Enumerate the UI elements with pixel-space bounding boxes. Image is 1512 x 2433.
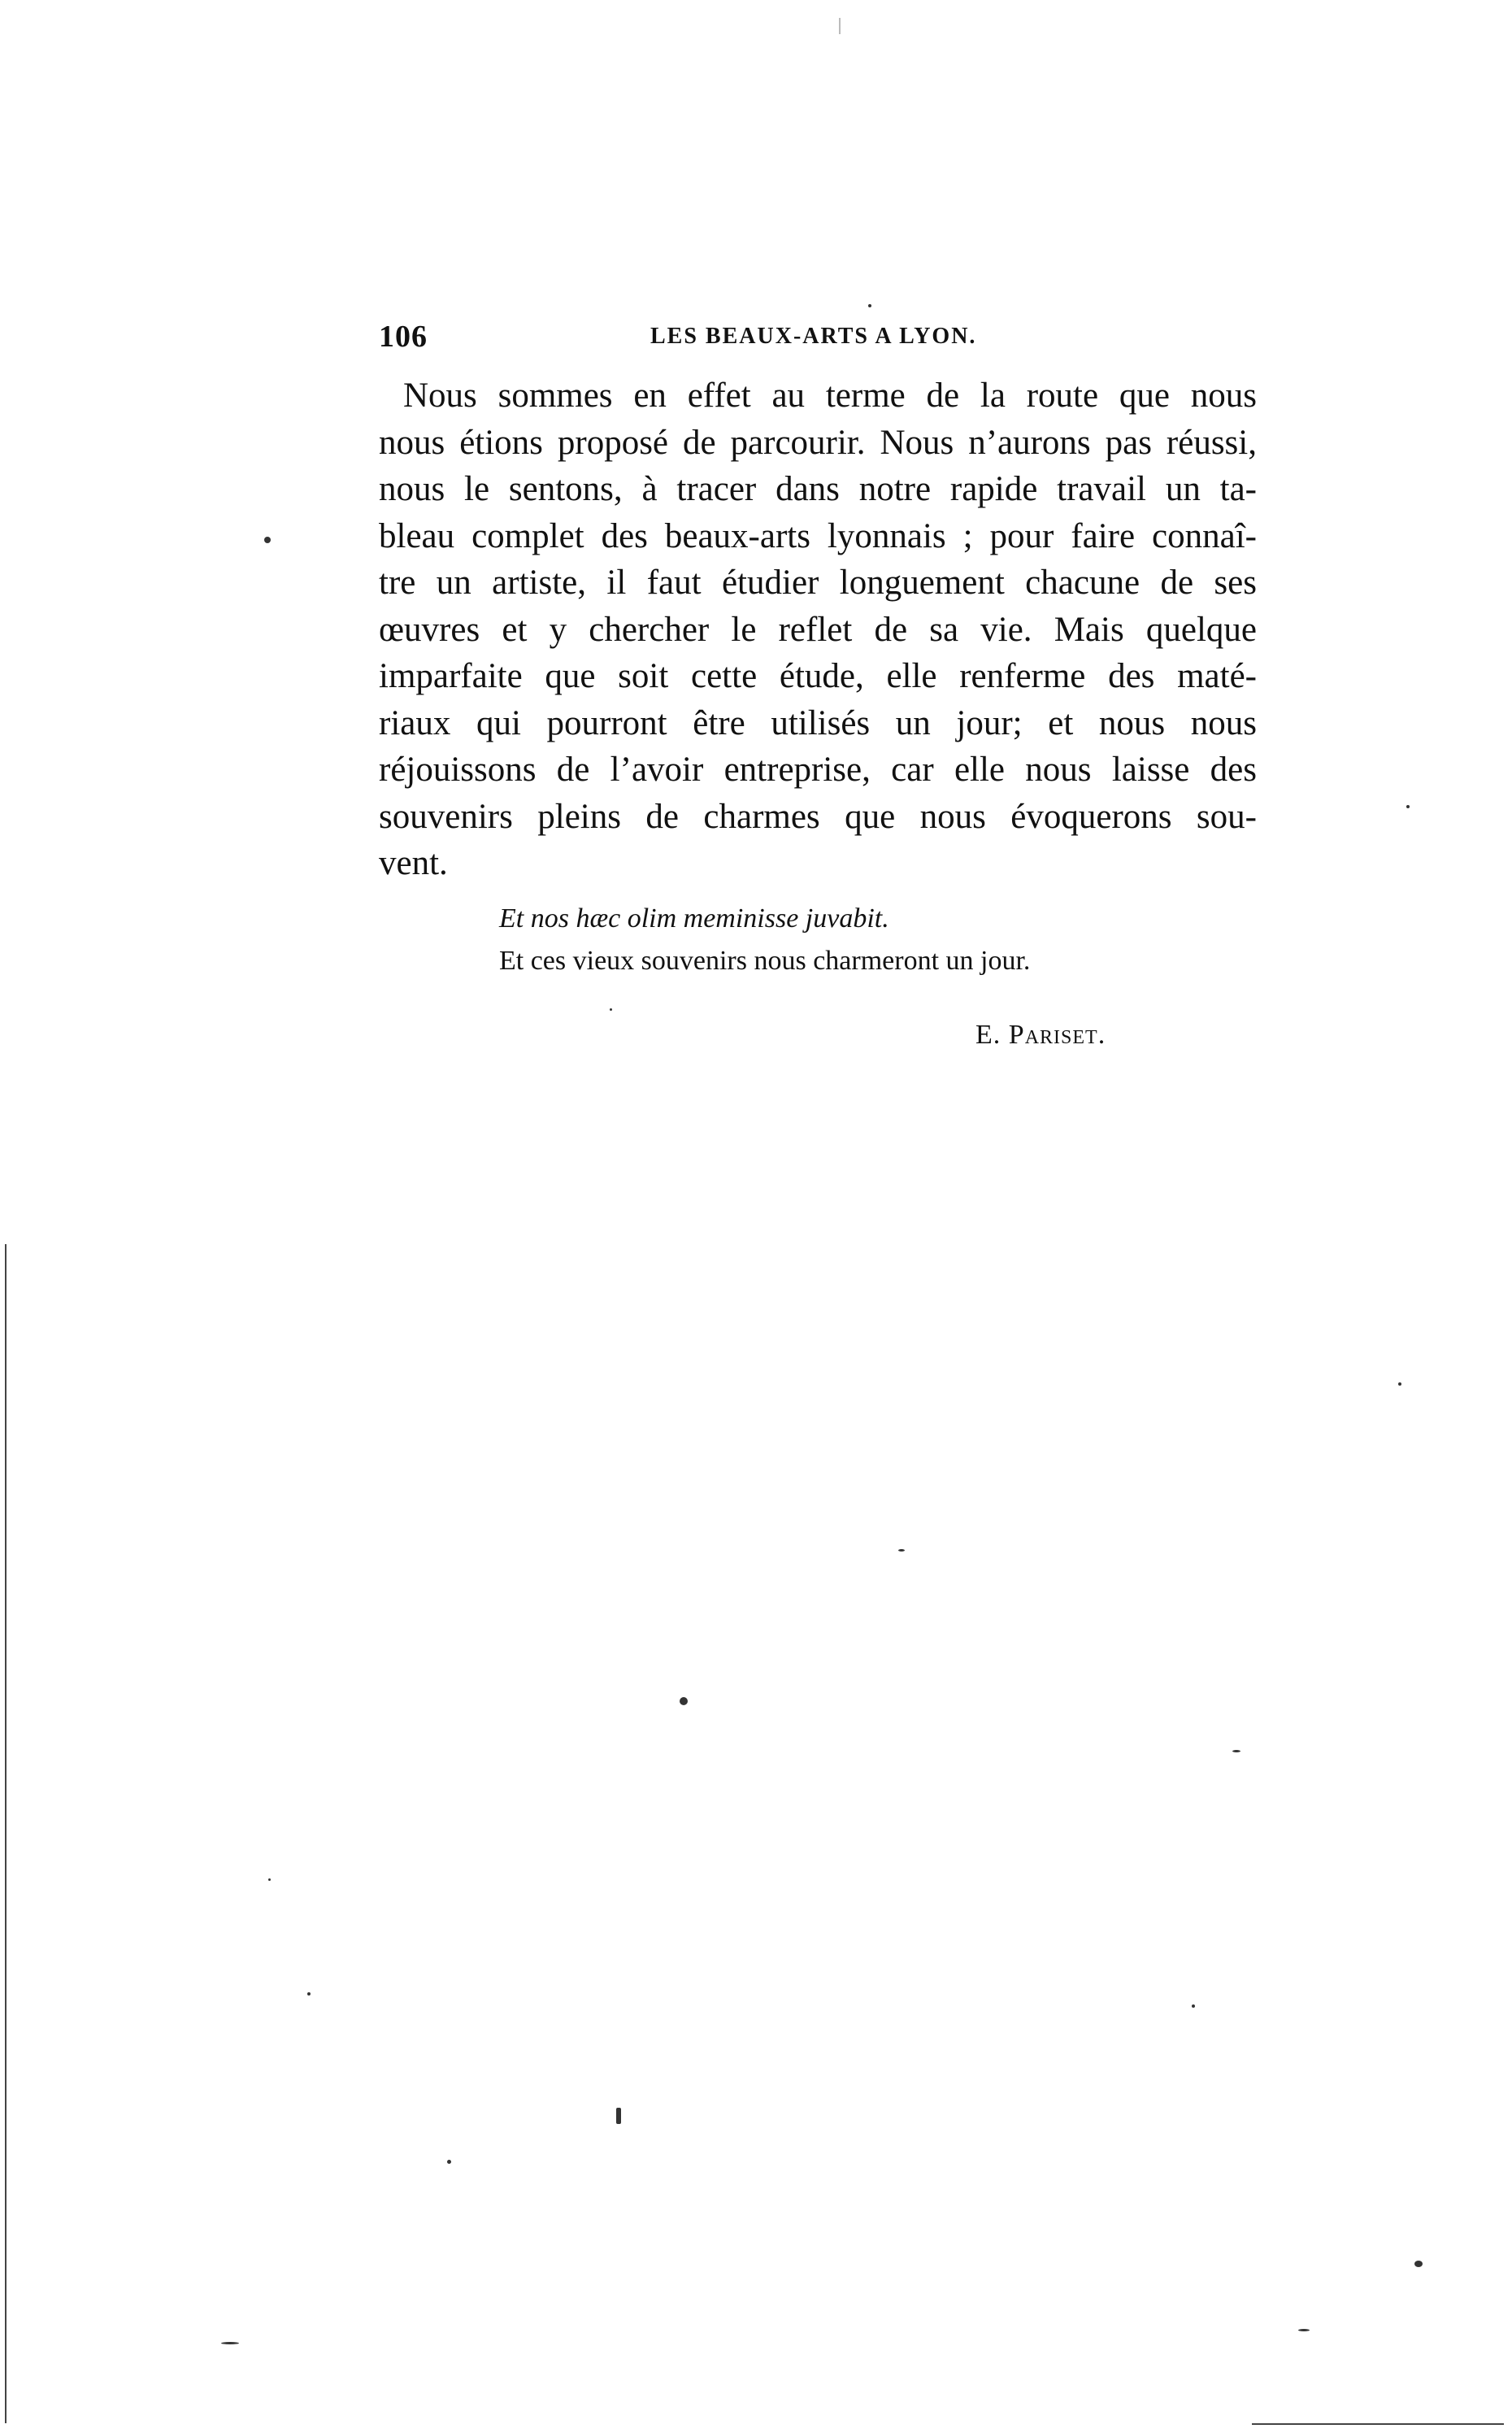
scan-speck bbox=[1298, 2329, 1310, 2331]
body-line: Nous sommes en effet au terme de la route que nous bbox=[403, 376, 1257, 415]
scan-speck bbox=[1192, 2004, 1195, 2008]
scan-speck bbox=[268, 1878, 271, 1881]
body-line: nous étions proposé de parcourir. Nous n’aurons pas réussi, bbox=[379, 423, 1257, 462]
body-line: riaux qui pourront être utilisés un jour; et nous nous bbox=[379, 703, 1257, 742]
scan-speck bbox=[1398, 1382, 1401, 1386]
page-number: 106 bbox=[379, 320, 428, 354]
body-line: tre un artiste, il faut étudier longuement chacune de ses bbox=[379, 564, 1257, 602]
scan-speck bbox=[868, 304, 871, 307]
scan-speck bbox=[610, 1008, 612, 1011]
author-initial: E. bbox=[975, 1020, 1001, 1050]
epigraph-quote bbox=[499, 898, 1030, 982]
scan-edge-line bbox=[5, 1244, 7, 2423]
scan-speck bbox=[1232, 1750, 1240, 1752]
body-line: vent. bbox=[379, 844, 448, 882]
scan-speck bbox=[1406, 805, 1410, 808]
body-line: nous le sentons, à tracer dans notre rapide travail un ta- bbox=[379, 470, 1257, 508]
body-line: souvenirs pleins de charmes que nous évoquerons sou- bbox=[379, 797, 1257, 836]
body-paragraph bbox=[379, 372, 1257, 887]
scan-speck bbox=[898, 1549, 905, 1552]
scan-speck bbox=[264, 537, 271, 543]
latin-quote: Et nos hæc olim meminisse juvabit. bbox=[499, 903, 889, 934]
body-line: bleau complet des beaux-arts lyonnais ; pour faire connaî- bbox=[379, 516, 1257, 555]
body-line: œuvres et y chercher le reflet de sa vie. Mais quelque bbox=[379, 610, 1257, 649]
body-line: réjouissons de l’avoir entreprise, car elle nous laisse des bbox=[379, 751, 1257, 789]
scan-speck bbox=[680, 1697, 688, 1705]
scan-speck bbox=[307, 1992, 311, 1996]
author-name: Pariset. bbox=[1008, 1020, 1106, 1050]
scan-speck bbox=[616, 2108, 621, 2124]
scan-edge-line bbox=[839, 18, 841, 34]
running-title: LES BEAUX-ARTS A LYON. bbox=[650, 324, 977, 349]
body-line: imparfaite que soit cette étude, elle renferme des maté- bbox=[379, 657, 1257, 695]
scan-edge-line bbox=[1252, 2423, 1504, 2425]
scan-speck bbox=[447, 2160, 451, 2164]
scan-speck bbox=[221, 2342, 239, 2344]
french-translation: Et ces vieux souvenirs nous charmeront un jour. bbox=[499, 946, 1031, 976]
scan-speck bbox=[1414, 2261, 1423, 2267]
author-signature bbox=[975, 1020, 1106, 1051]
